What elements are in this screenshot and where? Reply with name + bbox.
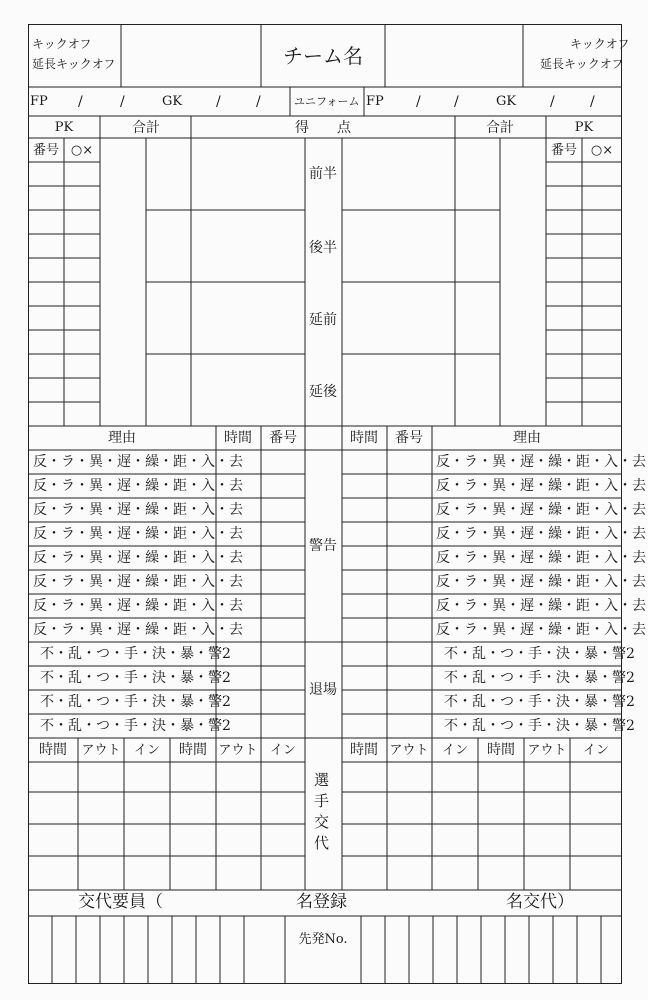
pk-left-ox-label: ○× bbox=[70, 143, 94, 158]
caution-label: 警告 bbox=[309, 538, 337, 554]
left-extra-kickoff-label: 延長キックオフ bbox=[32, 57, 116, 71]
sub-in-label-3: イン bbox=[441, 743, 469, 758]
fp-right-label: FP bbox=[366, 94, 384, 109]
sub-time-label-2: 時間 bbox=[179, 742, 207, 758]
total-left-label: 合計 bbox=[132, 120, 160, 136]
slash-5: / bbox=[416, 94, 421, 110]
sub-out-label-4: アウト bbox=[527, 743, 567, 758]
caution-codes-right-4: 反・ラ・異・遅・繰・距・入・去 bbox=[436, 526, 646, 542]
points-label: 得 点 bbox=[295, 120, 351, 136]
period-second-half: 後半 bbox=[309, 240, 337, 256]
period-first-half: 前半 bbox=[309, 166, 337, 182]
starting-no-label: 先発No. bbox=[298, 932, 348, 947]
sendoff-label: 退場 bbox=[309, 682, 337, 698]
uniform-label: ユニフォーム bbox=[294, 95, 360, 108]
sub-in-label-1: イン bbox=[133, 743, 161, 758]
left-kickoff-label: キックオフ bbox=[32, 37, 92, 51]
caution-codes-left-8: 反・ラ・異・遅・繰・距・入・去 bbox=[33, 622, 243, 638]
gk-left-label: GK bbox=[162, 94, 183, 109]
caution-codes-left-4: 反・ラ・異・遅・繰・距・入・去 bbox=[33, 526, 243, 542]
sendoff-codes-right-1: 不・乱・つ・手・決・暴・警2 bbox=[444, 646, 635, 662]
sub-in-label-4: イン bbox=[582, 743, 610, 758]
sub-in-label-2: イン bbox=[269, 743, 297, 758]
sendoff-codes-left-2: 不・乱・つ・手・決・暴・警2 bbox=[40, 670, 231, 686]
sendoff-codes-left-1: 不・乱・つ・手・決・暴・警2 bbox=[40, 646, 231, 662]
registered-label: 名登録 bbox=[296, 892, 347, 912]
sub-out-label-1: アウト bbox=[81, 743, 121, 758]
caution-time-left-label: 時間 bbox=[224, 430, 252, 446]
subs-members-label: 交代要員（ bbox=[78, 892, 163, 912]
fp-left-label: FP bbox=[30, 94, 48, 109]
right-kickoff-label: キックオフ bbox=[570, 37, 630, 51]
total-right-label: 合計 bbox=[486, 120, 514, 136]
slash-2: / bbox=[120, 94, 125, 110]
caution-number-left-label: 番号 bbox=[269, 430, 297, 446]
caution-number-right-label: 番号 bbox=[395, 430, 423, 446]
caution-codes-left-5: 反・ラ・異・遅・繰・距・入・去 bbox=[33, 550, 243, 566]
sub-time-label-1: 時間 bbox=[39, 742, 67, 758]
period-extra-first: 延前 bbox=[309, 312, 337, 328]
pk-right-label: PK bbox=[574, 120, 594, 135]
pk-right-ox-label: ○× bbox=[590, 143, 614, 158]
sendoff-codes-left-4: 不・乱・つ・手・決・暴・警2 bbox=[40, 718, 231, 734]
changed-label: 名交代） bbox=[506, 892, 574, 912]
slash-8: / bbox=[590, 94, 595, 110]
period-extra-second: 延後 bbox=[309, 384, 337, 400]
caution-codes-right-6: 反・ラ・異・遅・繰・距・入・去 bbox=[436, 574, 646, 590]
caution-codes-left-3: 反・ラ・異・遅・繰・距・入・去 bbox=[33, 502, 243, 518]
substitution-label: 選手交代 bbox=[312, 772, 330, 856]
gk-right-label: GK bbox=[496, 94, 517, 109]
caution-codes-right-1: 反・ラ・異・遅・繰・距・入・去 bbox=[436, 454, 646, 470]
right-extra-kickoff-label: 延長キックオフ bbox=[540, 57, 624, 71]
slash-3: / bbox=[216, 94, 221, 110]
sub-time-label-4: 時間 bbox=[487, 742, 515, 758]
sendoff-codes-right-4: 不・乱・つ・手・決・暴・警2 bbox=[444, 718, 635, 734]
caution-reason-right-label: 理由 bbox=[513, 430, 541, 446]
caution-codes-left-2: 反・ラ・異・遅・繰・距・入・去 bbox=[33, 478, 243, 494]
pk-left-number-label: 番号 bbox=[32, 143, 60, 158]
pk-right-number-label: 番号 bbox=[550, 143, 578, 158]
slash-1: / bbox=[78, 94, 83, 110]
slash-7: / bbox=[550, 94, 555, 110]
caution-codes-right-7: 反・ラ・異・遅・繰・距・入・去 bbox=[436, 598, 646, 614]
team-name-label: チーム名 bbox=[283, 44, 363, 68]
caution-codes-right-8: 反・ラ・異・遅・繰・距・入・去 bbox=[436, 622, 646, 638]
caution-time-right-label: 時間 bbox=[350, 430, 378, 446]
sub-out-label-3: アウト bbox=[389, 743, 429, 758]
sendoff-codes-left-3: 不・乱・つ・手・決・暴・警2 bbox=[40, 694, 231, 710]
caution-reason-left-label: 理由 bbox=[108, 430, 136, 446]
sendoff-codes-right-3: 不・乱・つ・手・決・暴・警2 bbox=[444, 694, 635, 710]
sub-time-label-3: 時間 bbox=[350, 742, 378, 758]
caution-codes-left-7: 反・ラ・異・遅・繰・距・入・去 bbox=[33, 598, 243, 614]
slash-6: / bbox=[454, 94, 459, 110]
sendoff-codes-right-2: 不・乱・つ・手・決・暴・警2 bbox=[444, 670, 635, 686]
caution-codes-left-6: 反・ラ・異・遅・繰・距・入・去 bbox=[33, 574, 243, 590]
slash-4: / bbox=[256, 94, 261, 110]
sub-out-label-2: アウト bbox=[218, 743, 258, 758]
caution-codes-right-3: 反・ラ・異・遅・繰・距・入・去 bbox=[436, 502, 646, 518]
match-record-form bbox=[28, 24, 646, 984]
pk-left-label: PK bbox=[54, 120, 74, 135]
caution-codes-right-2: 反・ラ・異・遅・繰・距・入・去 bbox=[436, 478, 646, 494]
caution-codes-right-5: 反・ラ・異・遅・繰・距・入・去 bbox=[436, 550, 646, 566]
caution-codes-left-1: 反・ラ・異・遅・繰・距・入・去 bbox=[33, 454, 243, 470]
